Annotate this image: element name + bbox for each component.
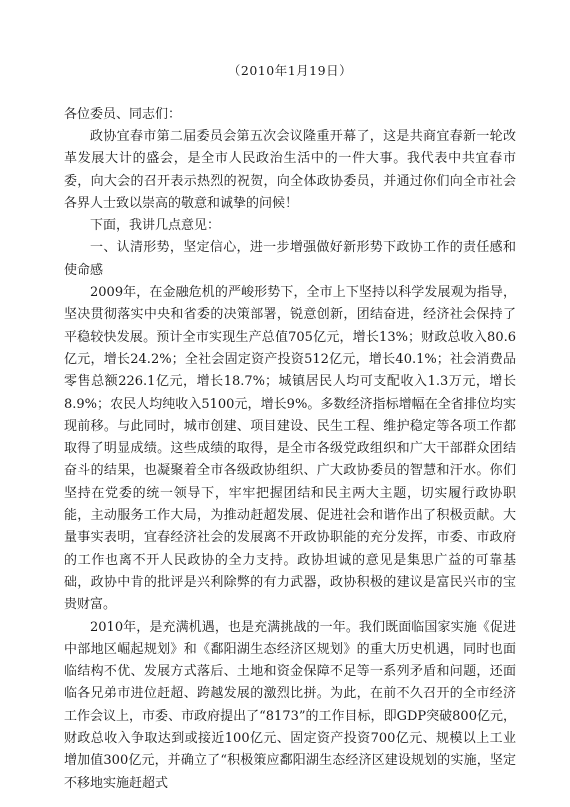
paragraph-intro: 下面，我讲几点意见： bbox=[90, 218, 221, 234]
salutation: 各位委员、同志们： bbox=[64, 107, 182, 122]
paragraph-2009-review: 2009年，在金融危机的严峻形势下，全市上下坚持以科学发展观为指导，坚决贯彻落实中央和省委的决策部署，锐意创新，团结奋进，经济社会保持了平稳较快发展。预计全市实现生产总值705亿元，增长13%；财政总收入80.6亿元，增长24.2%；全社会固定资产投资512亿元，增长40.1%；社会消费品零售总额226.1亿元，增长18.7%；城镇居民人均可支配收入1.3万元，增长8.9%；农民人均纯收入5100元，增长9%。多数经济指标增幅在全省排位均实现前移。与此同时，城市创建、项目建设、民生工程、维护稳定等各项工作都取得了明显成绩。这些成绩的取得，是全市各级党政组织和广大干部群众团结奋斗的结果，也凝聚着全市各级政协组织、广大政协委员的智慧和汗水。你们坚持在党委的统一领导下，牢牢把握团结和民主两大主题，切实履行政协职能，主动服务工作大局，为推动赶超发展、促进社会和谐作出了积极贡献。大量事实表明，宜春经济社会的发展离不开政协职能的充分发挥，市委、市政府的工作也离不开人民政协的全力支持。政协坦诚的意见是集思广益的可靠基础，政协中肯的批评是兴利除弊的有力武器，政协积极的建议是富民兴市的宝贵财富。 bbox=[64, 285, 516, 613]
paragraph-opening: 政协宜春市第二届委员会第五次会议隆重开幕了，这是共商宜春新一轮改革发展大计的盛会，是全市人民政治生活中的一件大事。我代表中共宜春市委，向大会的召开表示热烈的祝贺，向全体政协委员，并通过你们向全市社会各界人士致以崇高的敬意和诚挚的问候！ bbox=[64, 129, 516, 211]
paragraph-2010-outlook: 2010年，是充满机遇，也是充满挑战的一年。我们既面临国家实施《促进中部地区崛起规划》和《鄱阳湖生态经济区规划》的重大历史机遇，同时也面临结构不优、发展方式落后、土地和资金保障不足等一系列矛盾和问题，还面临各兄弟市进位赶超、跨越发展的激烈比拼。为此，在前不久召开的全市经济工作会议上，市委、市政府提出了“8173”的工作目标，即GDP突破800亿元，财政总收入争取达到或接近100亿元、固定资产投资700亿元、规模以上工业增加值300亿元，并确立了“积极策应鄱阳湖生态经济区建设规划的实施，坚定不移地实施赶超式 bbox=[64, 619, 516, 791]
speech-date: （2010年1月19日） bbox=[227, 63, 353, 78]
section-heading-1: 一、认清形势，坚定信心，进一步增强做好新形势下政协工作的责任感和使命感 bbox=[64, 240, 516, 278]
